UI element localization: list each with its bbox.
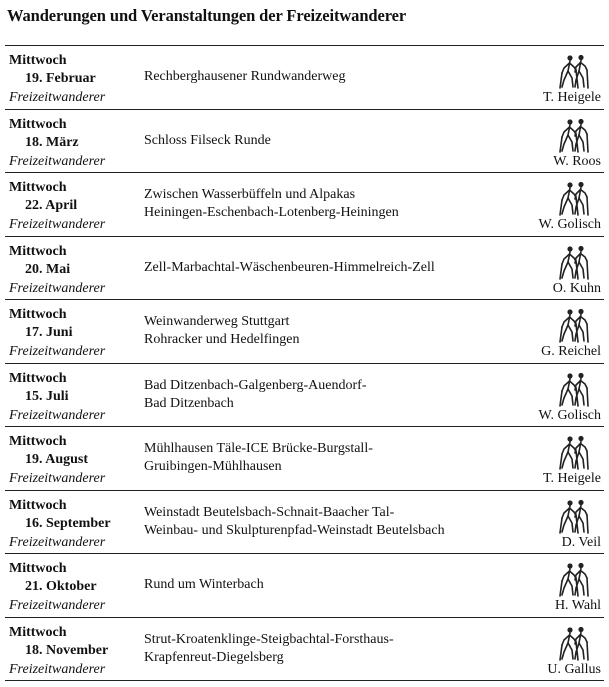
hiker-icon bbox=[558, 118, 590, 154]
event-date: 19. August bbox=[25, 452, 89, 467]
event-group: Freizeitwanderer bbox=[9, 471, 106, 486]
event-date: 19. Februar bbox=[25, 71, 96, 86]
event-date: 20. Mai bbox=[25, 261, 71, 277]
event-group: Freizeitwanderer bbox=[9, 280, 106, 296]
event-row bbox=[5, 300, 604, 364]
event-description-line: Bad Ditzenbach bbox=[144, 395, 234, 411]
event-leader: D. Veil bbox=[561, 534, 601, 550]
event-description bbox=[144, 364, 524, 426]
event-weekday: Mittwoch bbox=[9, 561, 67, 576]
event-leader: O. Kuhn bbox=[552, 280, 601, 296]
event-weekday: Mittwoch bbox=[9, 370, 67, 386]
event-description bbox=[144, 110, 524, 172]
event-description-line: Zell-Marbachtal-Wäschenbeuren-Himmelreich-Zell bbox=[144, 259, 435, 275]
event-weekday: Mittwoch bbox=[9, 180, 67, 195]
event-description bbox=[144, 173, 524, 235]
event-description-line: Rund um Winterbach bbox=[144, 577, 264, 592]
hiker-icon bbox=[558, 54, 590, 90]
event-group: Freizeitwanderer bbox=[9, 661, 106, 677]
event-weekday: Mittwoch bbox=[9, 243, 67, 259]
event-date: 16. September bbox=[25, 515, 111, 531]
event-description-line: Weinwanderweg Stuttgart bbox=[144, 314, 290, 329]
event-description bbox=[144, 46, 524, 108]
event-weekday: Mittwoch bbox=[9, 116, 67, 132]
event-leader: T. Heigele bbox=[542, 90, 601, 105]
event-date: 18. November bbox=[25, 642, 109, 658]
event-row bbox=[5, 45, 604, 110]
event-row bbox=[5, 491, 604, 555]
event-date: 21. Oktober bbox=[25, 579, 97, 594]
event-leader: H. Wahl bbox=[554, 598, 601, 613]
page-title: Wanderungen und Veranstaltungen der Freizeitwanderer bbox=[7, 6, 407, 25]
event-weekday: Mittwoch bbox=[9, 497, 67, 513]
event-description bbox=[144, 554, 524, 616]
event-description-line: Zwischen Wasserbüffeln und Alpakas bbox=[144, 187, 356, 202]
event-group: Freizeitwanderer bbox=[9, 534, 106, 550]
hiker-icon bbox=[558, 308, 590, 344]
event-group: Freizeitwanderer bbox=[9, 217, 106, 232]
event-leader: W. Roos bbox=[553, 153, 601, 169]
event-description-line: Weinbau- und Skulpturenpfad-Weinstadt Beutelsbach bbox=[144, 522, 445, 538]
hiker-icon bbox=[558, 435, 590, 471]
event-row bbox=[5, 173, 604, 237]
event-description-line: Bad Ditzenbach-Galgenberg-Auendorf- bbox=[144, 377, 367, 393]
event-description-line: Weinstadt Beutelsbach-Schnait-Baacher Tal- bbox=[144, 504, 395, 520]
hiker-icon bbox=[558, 499, 590, 535]
event-row bbox=[5, 554, 604, 618]
event-description bbox=[144, 618, 524, 680]
event-group: Freizeitwanderer bbox=[9, 344, 106, 359]
event-weekday: Mittwoch bbox=[9, 624, 67, 640]
event-description bbox=[144, 427, 524, 489]
event-description bbox=[144, 300, 524, 362]
event-leader: G. Reichel bbox=[541, 344, 601, 359]
event-date: 17. Juni bbox=[25, 325, 73, 340]
event-row bbox=[5, 427, 604, 491]
event-description-line: Schloss Filseck Runde bbox=[144, 132, 271, 148]
event-description-line: Rechberghausener Rundwanderweg bbox=[144, 69, 346, 84]
hiker-icon bbox=[558, 372, 590, 408]
event-date: 15. Juli bbox=[25, 388, 69, 404]
event-row bbox=[5, 618, 604, 682]
event-row bbox=[5, 110, 604, 174]
hiker-icon bbox=[558, 181, 590, 217]
hiker-icon bbox=[558, 626, 590, 662]
event-group: Freizeitwanderer bbox=[9, 153, 106, 169]
event-leader: U. Gallus bbox=[547, 661, 601, 677]
event-group: Freizeitwanderer bbox=[9, 598, 106, 613]
event-group: Freizeitwanderer bbox=[9, 407, 106, 423]
event-weekday: Mittwoch bbox=[9, 307, 67, 322]
event-date: 22. April bbox=[25, 198, 78, 213]
hiker-icon bbox=[558, 245, 590, 281]
event-description bbox=[144, 491, 524, 553]
event-weekday: Mittwoch bbox=[9, 53, 67, 68]
event-description-line: Heiningen-Eschenbach-Lotenberg-Heiningen bbox=[144, 205, 399, 220]
event-description-line: Krapfenreut-Diegelsberg bbox=[144, 649, 284, 665]
event-leader: W. Golisch bbox=[538, 217, 601, 232]
event-row bbox=[5, 364, 604, 428]
event-leader: T. Heigele bbox=[542, 471, 601, 486]
event-date: 18. März bbox=[25, 134, 79, 150]
event-leader: W. Golisch bbox=[538, 407, 601, 423]
event-list bbox=[5, 45, 604, 681]
event-row bbox=[5, 237, 604, 301]
event-description-line: Strut-Kroatenklinge-Steigbachtal-Forsthaus- bbox=[144, 631, 394, 647]
event-weekday: Mittwoch bbox=[9, 434, 67, 449]
event-description-line: Rohracker und Hedelfingen bbox=[144, 332, 300, 347]
event-description-line: Gruibingen-Mühlhausen bbox=[144, 459, 282, 474]
event-description-line: Mühlhausen Täle-ICE Brücke-Burgstall- bbox=[144, 441, 373, 456]
hiker-icon bbox=[558, 562, 590, 598]
event-description bbox=[144, 237, 524, 299]
event-group: Freizeitwanderer bbox=[9, 90, 106, 105]
